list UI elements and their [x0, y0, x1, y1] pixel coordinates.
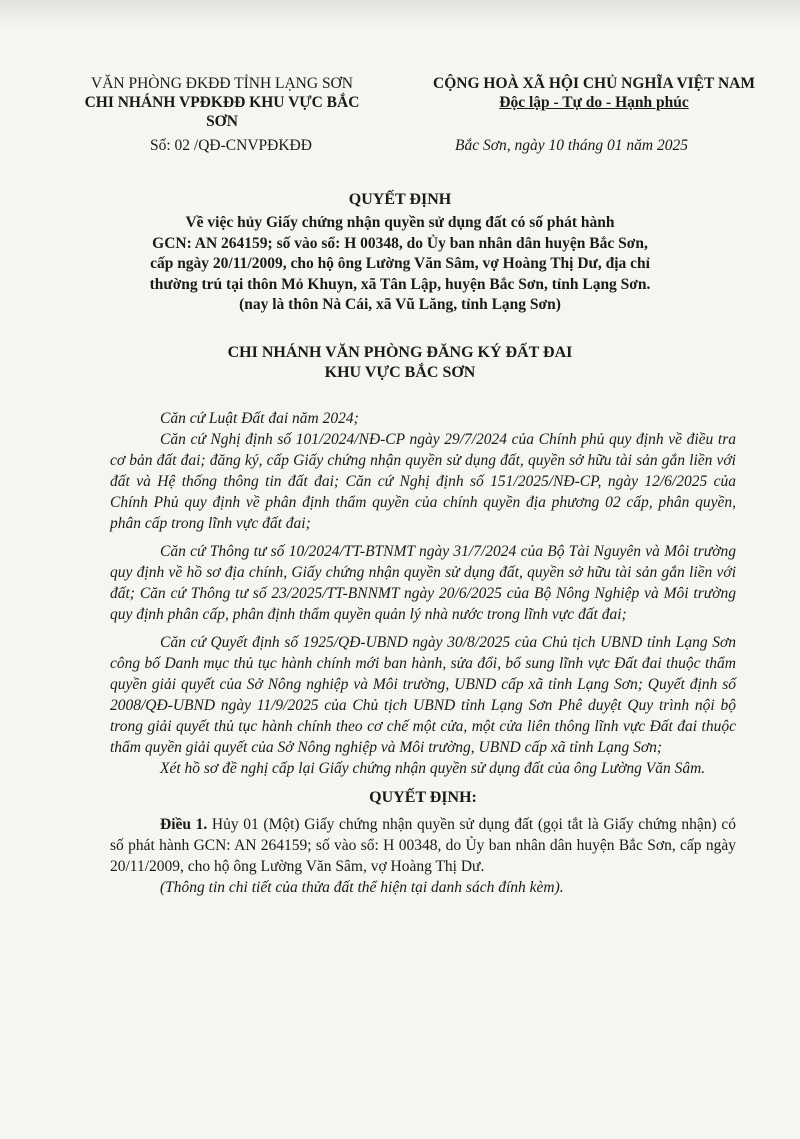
issuing-authority: [60, 343, 740, 383]
legal-basis: Căn cứ Nghị định số 101/2024/NĐ-CP ngày 29/7/2024 của Chính phủ quy định về điều tra cơ bản đất đai; đăng ký, cấp Giấy chứng nhận quyền sử dụng đất, quyền sở hữu tài sản gắn liền với đất và Hệ thống thông tin đất đai; Căn cứ Nghị định số 151/2025/NĐ-CP, ngày 12/6/2025 của Chính Phủ quy định về phân định thẩm quyền của chính quyền địa phương 02 cấp, phân quyền, phân cấp trong lĩnh vực đất đai;: [110, 431, 736, 532]
issuer-line: KHU VỰC BẮC SƠN: [324, 364, 476, 381]
subject-line: GCN: AN 264159; số vào sổ: H 00348, do Ủy ban nhân dân huyện Bắc Sơn,: [152, 234, 648, 252]
national-motto: Độc lập - Tự do - Hạnh phúc: [499, 94, 689, 111]
document-body: [110, 408, 736, 898]
article-1-label: Điều 1.: [160, 816, 208, 833]
subject-line: cấp ngày 20/11/2009, cho hộ ông Lường Văn Sâm, vợ Hoàng Thị Dư, địa chỉ: [150, 255, 650, 272]
document-subject: [70, 213, 730, 316]
legal-basis: Căn cứ Luật Đất đai năm 2024;: [160, 410, 359, 427]
subject-line: (nay là thôn Nà Cái, xã Vũ Lăng, tỉnh Lạng Sơn): [239, 296, 561, 313]
article-1: [110, 814, 736, 877]
subject-line: Về việc hủy Giấy chứng nhận quyền sử dụng đất có số phát hành: [185, 214, 615, 231]
agency-parent: VĂN PHÒNG ĐKĐĐ TỈNH LẠNG SƠN: [91, 75, 353, 92]
subject-line: thường trú tại thôn Mỏ Khuyn, xã Tân Lập, huyện Bắc Sơn, tỉnh Lạng Sơn.: [149, 275, 651, 293]
document-number: Số: 02 /QĐ-CNVPĐKĐĐ: [150, 137, 312, 154]
issuer-line: CHI NHÁNH VĂN PHÒNG ĐĂNG KÝ ĐẤT ĐAI: [227, 344, 573, 361]
document-title: QUYẾT ĐỊNH: [348, 191, 452, 208]
scan-shadow: [0, 0, 800, 28]
legal-basis: Căn cứ Thông tư số 10/2024/TT-BTNMT ngày 31/7/2024 của Bộ Tài Nguyên và Môi trường quy định về hồ sơ địa chính, Giấy chứng nhận quyền sử dụng đất, quyền sở hữu tài sản gắn liền với đất; Căn cứ Thông tư số 23/2025/TT-BNNMT ngày 20/6/2025 của Bộ Nông Nghiệp và Môi trường quy định phân cấp, phân định thẩm quyền quản lý nhà nước trong lĩnh vực đất đai;: [110, 543, 736, 623]
legal-basis: Căn cứ Quyết định số 1925/QĐ-UBND ngày 30/8/2025 của Chủ tịch UBND tỉnh Lạng Sơn công bố Danh mục thủ tục hành chính mới ban hành, sửa đổi, bổ sung lĩnh vực Đất đai thuộc thẩm quyền giải quyết của Sở Nông nghiệp và Môi trường, UBND cấp xã tỉnh Lạng Sơn; Quyết định số 2008/QĐ-UBND ngày 11/9/2025 của Chủ tịch UBND tỉnh Lạng Sơn Phê duyệt Quy trình nội bộ trong giải quyết thủ tục hành chính theo cơ chế một cửa, một cửa liên thông lĩnh vực Đất đai thuộc thẩm quyền giải quyết của Sở Nông nghiệp và Môi trường, UBND cấp xã tỉnh Lạng Sơn;: [110, 634, 736, 756]
decision-heading: QUYẾT ĐỊNH:: [369, 789, 477, 806]
article-1-text: Hủy 01 (Một) Giấy chứng nhận quyền sử dụng đất (gọi tắt là Giấy chứng nhận) có số phát hành GCN: AN 264159; số vào sổ: H 00348, do Ủy ban nhân dân huyện Bắc Sơn, cấp ngày 20/11/2009, cho hộ ông Lường Văn Sâm, vợ Hoàng Thị Dư.: [110, 816, 736, 875]
legal-basis: Xét hồ sơ đề nghị cấp lại Giấy chứng nhận quyền sử dụng đất của ông Lường Văn Sâm.: [160, 760, 706, 777]
place-and-date: Bắc Sơn, ngày 10 tháng 01 năm 2025: [455, 137, 688, 154]
article-1-note: (Thông tin chi tiết của thửa đất thể hiện tại danh sách đính kèm).: [160, 879, 564, 896]
agency-name: CHI NHÁNH VPĐKĐĐ KHU VỰC BẮC SƠN: [84, 94, 360, 130]
national-title: CỘNG HOÀ XÃ HỘI CHỦ NGHĨA VIỆT NAM: [433, 75, 755, 92]
national-header: [420, 74, 768, 112]
agency-header: [72, 74, 372, 131]
